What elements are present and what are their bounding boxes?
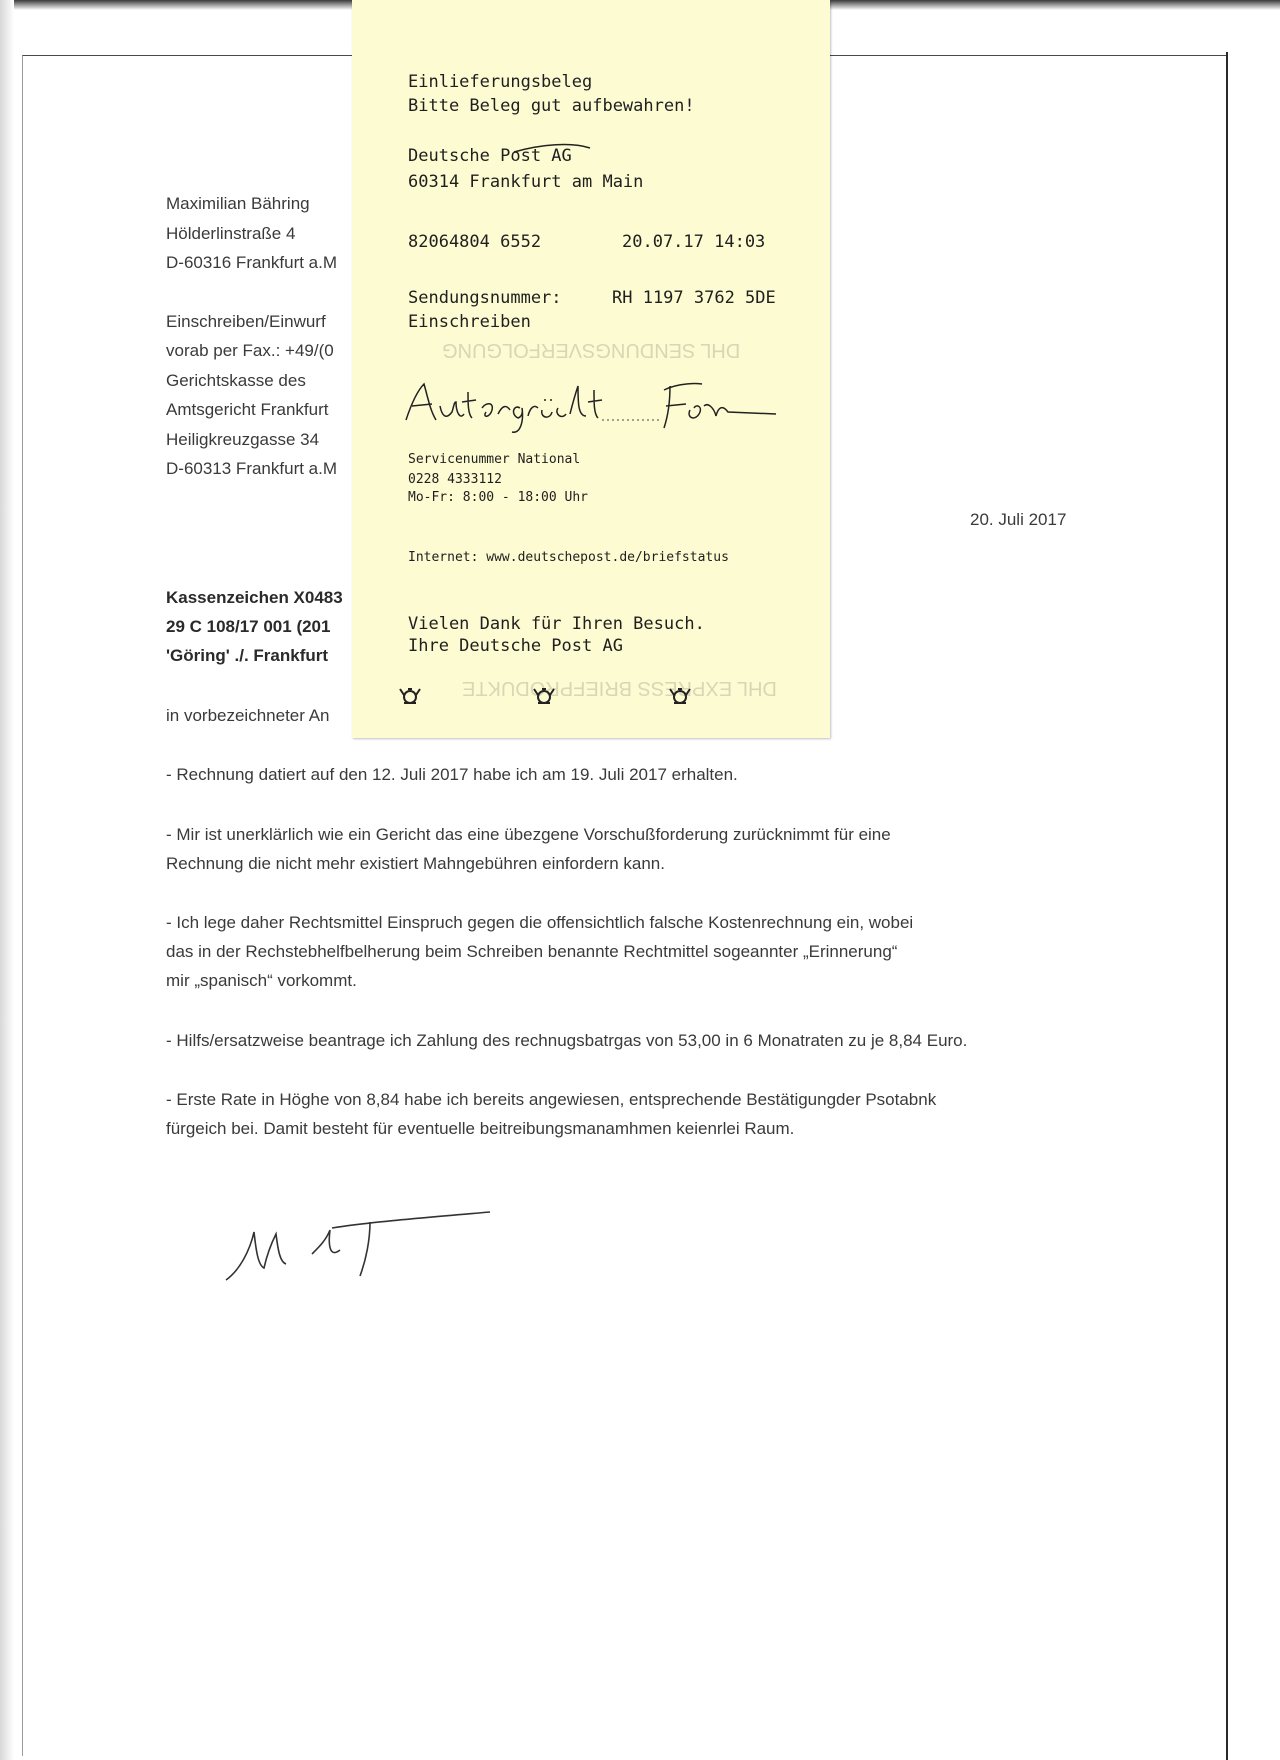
sender-street: Hölderlinstraße 4	[166, 224, 296, 243]
paragraph-line: - Ich lege daher Rechtsmittel Einspruch gegen die offensichtlich falsche Kostenrechnung ein, wobei	[166, 913, 914, 932]
tracking-url: Internet: www.deutschepost.de/briefstatus	[408, 550, 729, 565]
receipt-company: Deutsche Post AG	[408, 146, 572, 166]
hotline-number: 0228 4333112	[408, 472, 502, 487]
sender-city: D-60316 Frankfurt a.M	[166, 253, 338, 272]
paragraph-line: fürgeich bei. Damit besteht für eventuelle beitreibungsmanamhmen keienrlei Raum.	[166, 1119, 795, 1138]
subject-parties: 'Göring' ./. Frankfurt	[166, 646, 329, 665]
closing-line: Ihre Deutsche Post AG	[408, 636, 623, 656]
signature	[220, 1210, 500, 1290]
show-through-text: DHL EXPRESS BRIEFPRODUKTE	[462, 677, 777, 699]
sender-name: Maximilian Bähring	[166, 194, 310, 213]
tracking-number: RH 1197 3762 5DE	[612, 288, 776, 308]
recipient-line-2: Amtsgericht Frankfurt	[166, 400, 329, 419]
recipient-city: D-60313 Frankfurt a.M	[166, 459, 338, 478]
paragraph-line: - Hilfs/ersatzweise beantrage ich Zahlung des rechnugsbatrgas von 53,00 in 6 Monatraten zu je 8,84 Euro.	[166, 1031, 968, 1050]
subject-reference: Kassenzeichen X0483	[166, 588, 343, 607]
receipt-city: 60314 Frankfurt am Main	[408, 172, 644, 192]
receipt-subtitle: Bitte Beleg gut aufbewahren!	[408, 96, 695, 116]
paragraph-line: - Erste Rate in Höghe von 8,84 habe ich bereits angewiesen, entsprechende Bestätigungder Psotabnk	[166, 1090, 937, 1109]
opening-hours: Mo-Fr: 8:00 - 18:00 Uhr	[408, 490, 589, 505]
receipt-title: Einlieferungsbeleg	[408, 72, 593, 92]
salutation: in vorbezeichneter An	[166, 706, 330, 725]
paragraph-line: - Rechnung datiert auf den 12. Juli 2017 habe ich am 19. Juli 2017 erhalten.	[166, 765, 738, 784]
paragraph-line: - Mir ist unerklärlich wie ein Gericht das eine übezgene Vorschußforderung zurücknimmt für eine	[166, 825, 891, 844]
thanks-message: Vielen Dank für Ihren Besuch.	[408, 614, 705, 634]
receipt-terminal: 82064804 6552	[408, 232, 542, 252]
subject-case-number: 29 C 108/17 001 (201	[166, 617, 331, 636]
service-type: Einschreiben	[408, 312, 531, 332]
hotline-label: Servicenummer National	[408, 452, 581, 467]
post-horn-icon	[532, 685, 556, 707]
receipt-datetime: 20.07.17 14:03	[622, 232, 766, 252]
paragraph-line: das in der Rechstebhelfbelherung beim Schreiben benannte Rechtmittel sogeannter „Erinnerung“	[166, 942, 898, 961]
recipient-line-1: Gerichtskasse des	[166, 371, 306, 390]
postal-receipt	[352, 0, 830, 738]
post-horn-icon	[398, 685, 422, 707]
post-horn-icon	[668, 685, 692, 707]
paragraph-line: mir „spanisch“ vorkommt.	[166, 971, 357, 990]
fax-note: vorab per Fax.: +49/(0	[166, 341, 334, 360]
paragraph-line: Rechnung die nicht mehr existiert Mahngebühren einfordern kann.	[166, 854, 665, 873]
letter-date: 20. Juli 2017	[970, 510, 1067, 529]
delivery-method: Einschreiben/Einwurf	[166, 312, 326, 331]
tracking-label: Sendungsnummer:	[408, 288, 562, 308]
handwritten-addressee	[402, 372, 782, 442]
show-through-text: DHL SENDUNGSVERFOLGUNG	[442, 339, 741, 361]
pen-mark	[512, 140, 592, 156]
recipient-street: Heiligkreuzgasse 34	[166, 430, 320, 449]
